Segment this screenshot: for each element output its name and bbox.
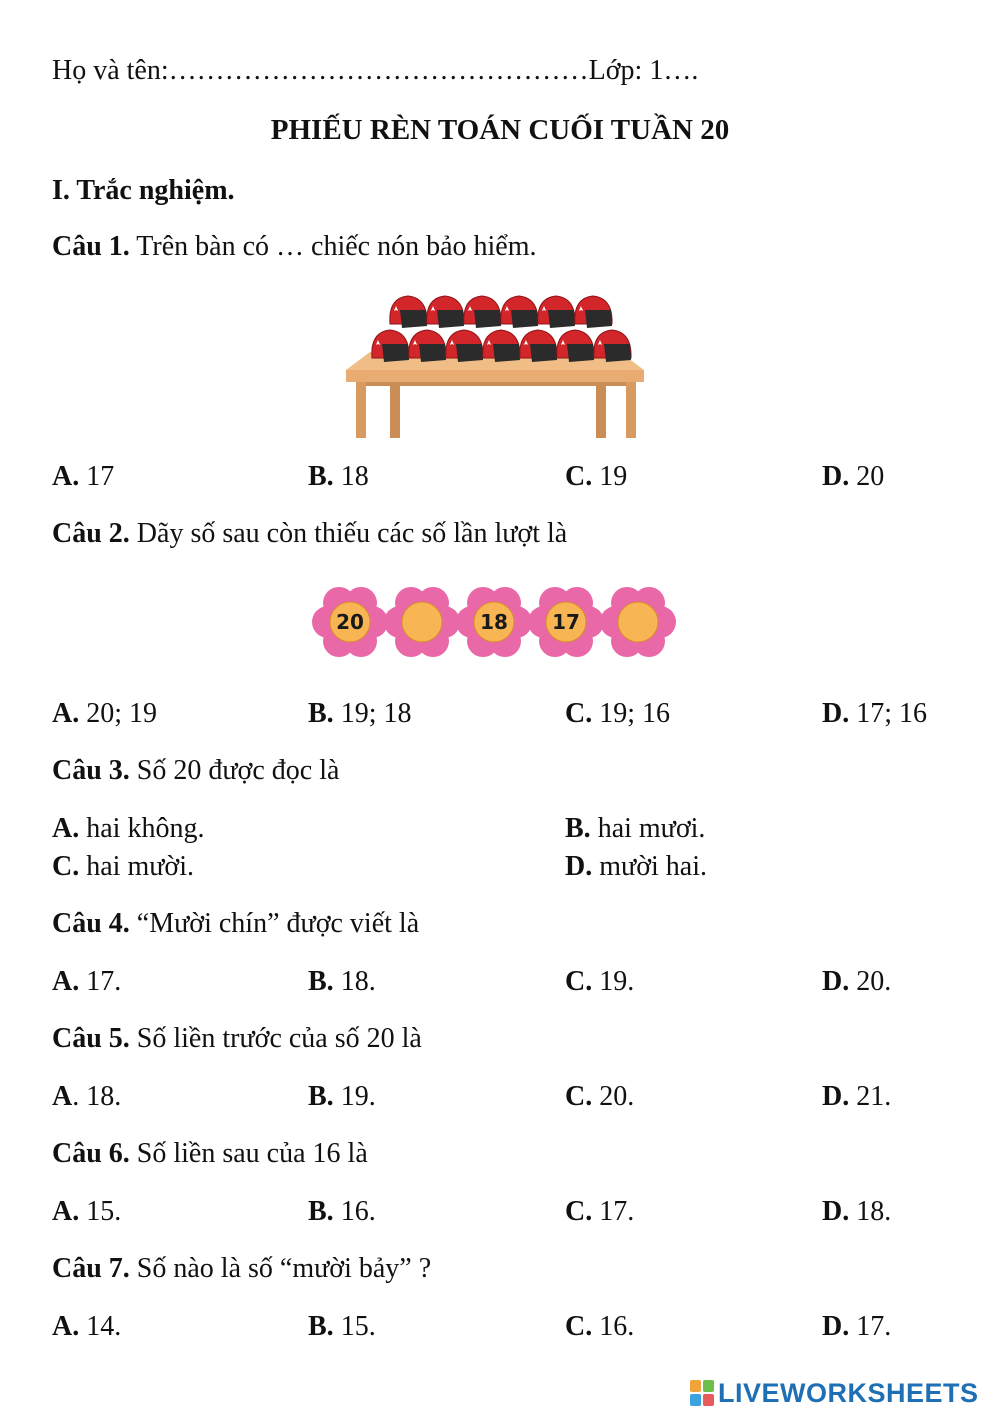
option-key: C. <box>565 966 593 997</box>
question-7 <box>52 1252 431 1286</box>
question-4 <box>52 907 419 941</box>
helmet-icon <box>446 330 483 362</box>
page-title: PHIẾU RÈN TOÁN CUỐI TUẦN 20 <box>270 114 730 146</box>
option-key: B. <box>308 966 334 997</box>
option-value: 19 <box>592 461 628 492</box>
q2-option-a[interactable] <box>52 697 157 731</box>
q3-option-a[interactable] <box>52 812 204 846</box>
flower-center <box>618 602 658 642</box>
option-value: 20 <box>849 461 885 492</box>
helmet-icon <box>372 330 409 362</box>
q7-option-b[interactable] <box>308 1310 376 1344</box>
table-leg <box>596 380 606 438</box>
question-number: Câu 4. <box>52 908 130 939</box>
q5-option-a[interactable] <box>52 1080 121 1114</box>
liveworksheets-logo[interactable] <box>690 1376 979 1410</box>
q5-option-d[interactable] <box>822 1080 891 1114</box>
flower-number: 20 <box>336 610 364 634</box>
flower-icon <box>384 587 460 657</box>
q5-option-b[interactable] <box>308 1080 376 1114</box>
option-value: 17. <box>592 1196 635 1227</box>
table-leg <box>356 380 366 438</box>
question-number: Câu 3. <box>52 755 130 786</box>
q1-option-c[interactable] <box>565 460 627 494</box>
question-text: Dãy số sau còn thiếu các số lần lượt là <box>129 518 568 549</box>
name-class-line: Họ và tên:………………………………………Lớp: 1…. <box>52 55 699 86</box>
number-flowers-image <box>310 582 680 662</box>
option-value: 18. <box>333 966 376 997</box>
logo-text: LIVEWORKSHEETS <box>718 1377 979 1408</box>
logo-mark-icon <box>690 1380 714 1406</box>
option-key: A. <box>52 1196 80 1227</box>
helmet-visor <box>437 310 464 328</box>
option-key: C. <box>565 1081 593 1112</box>
helmet-icon <box>520 330 557 362</box>
question-number: Câu 2. <box>52 518 130 549</box>
helmet-icon <box>501 296 538 328</box>
option-value: 17. <box>79 966 122 997</box>
q7-option-a[interactable] <box>52 1310 121 1344</box>
option-value: 19; 18 <box>333 698 412 729</box>
option-value: 20; 19 <box>79 698 158 729</box>
helmet-icon <box>390 296 427 328</box>
option-key: D. <box>822 461 850 492</box>
question-text: “Mười chín” được viết là <box>129 908 420 939</box>
q6-option-a[interactable] <box>52 1195 121 1229</box>
option-key: D. <box>822 1081 850 1112</box>
question-5 <box>52 1022 422 1056</box>
helmet-visor <box>530 344 557 362</box>
q4-option-d[interactable] <box>822 965 891 999</box>
helmet-icon <box>427 296 464 328</box>
helmet-icon <box>594 330 631 362</box>
helmets-group <box>372 296 631 362</box>
q6-option-b[interactable] <box>308 1195 376 1229</box>
q1-option-d[interactable] <box>822 460 884 494</box>
option-value: 21. <box>849 1081 892 1112</box>
helmet-visor <box>548 310 575 328</box>
helmet-icon <box>538 296 575 328</box>
option-value: 17. <box>849 1311 892 1342</box>
option-value: 19. <box>592 966 635 997</box>
helmet-visor <box>511 310 538 328</box>
option-value: 14. <box>79 1311 122 1342</box>
option-value: . 18. <box>72 1081 122 1112</box>
question-number: Câu 7. <box>52 1253 130 1284</box>
q1-option-a[interactable] <box>52 460 114 494</box>
q2-option-b[interactable] <box>308 697 411 731</box>
question-1 <box>52 230 537 264</box>
option-value: hai mươi. <box>590 813 706 844</box>
option-value: hai mười. <box>79 851 194 882</box>
flower-icon <box>600 587 676 657</box>
option-key: C. <box>52 851 80 882</box>
q6-option-c[interactable] <box>565 1195 634 1229</box>
option-value: mười hai. <box>592 851 707 882</box>
option-key: D. <box>822 966 850 997</box>
helmet-visor <box>456 344 483 362</box>
helmets-on-table-image <box>340 292 650 442</box>
table-leg <box>626 380 636 438</box>
option-key: B. <box>308 1311 334 1342</box>
question-text: Số nào là số “mười bảy” ? <box>129 1253 432 1284</box>
helmet-icon <box>409 330 446 362</box>
option-value: 18. <box>849 1196 892 1227</box>
option-key: B. <box>308 1196 334 1227</box>
option-key: B. <box>308 1081 334 1112</box>
option-value: hai không. <box>79 813 205 844</box>
option-key: D. <box>822 1196 850 1227</box>
option-key: C. <box>565 1311 593 1342</box>
flower-number: 17 <box>552 610 580 634</box>
option-key: D. <box>565 851 593 882</box>
helmet-visor <box>567 344 594 362</box>
question-text: Số 20 được đọc là <box>129 755 340 786</box>
helmet-visor <box>382 344 409 362</box>
q3-option-c[interactable] <box>52 850 194 884</box>
helmet-icon <box>575 296 612 328</box>
q3-option-d[interactable] <box>565 850 707 884</box>
table-edge <box>346 370 644 382</box>
option-value: 16. <box>592 1311 635 1342</box>
option-value: 18 <box>333 461 369 492</box>
q3-option-b[interactable] <box>565 812 705 846</box>
option-value: 17; 16 <box>849 698 928 729</box>
question-6 <box>52 1137 368 1171</box>
option-key: C. <box>565 698 593 729</box>
q4-option-c[interactable] <box>565 965 634 999</box>
helmet-visor <box>493 344 520 362</box>
helmet-visor <box>604 344 631 362</box>
flower-center <box>402 602 442 642</box>
option-value: 20. <box>849 966 892 997</box>
option-key: A. <box>52 698 80 729</box>
option-key: D. <box>822 1311 850 1342</box>
q2-option-c[interactable] <box>565 697 670 731</box>
flowers-group <box>312 587 676 657</box>
flower-number: 18 <box>480 610 508 634</box>
option-key: C. <box>565 461 593 492</box>
option-value: 20. <box>592 1081 635 1112</box>
question-text: Trên bàn có … chiếc nón bảo hiểm. <box>129 231 537 262</box>
q4-option-b[interactable] <box>308 965 376 999</box>
option-value: 16. <box>333 1196 376 1227</box>
option-key: D. <box>822 698 850 729</box>
helmet-icon <box>557 330 594 362</box>
option-value: 19. <box>333 1081 376 1112</box>
question-text: Số liền sau của 16 là <box>129 1138 368 1169</box>
option-key: C. <box>565 1196 593 1227</box>
option-value: 15. <box>79 1196 122 1227</box>
option-key: B. <box>308 461 334 492</box>
question-3 <box>52 754 339 788</box>
helmet-visor <box>419 344 446 362</box>
q7-option-c[interactable] <box>565 1310 634 1344</box>
option-value: 15. <box>333 1311 376 1342</box>
option-key: A. <box>52 813 80 844</box>
helmet-visor <box>585 310 612 328</box>
question-number: Câu 1. <box>52 231 130 262</box>
option-key: A. <box>52 1311 80 1342</box>
helmet-icon <box>464 296 501 328</box>
option-key: A <box>52 1081 73 1112</box>
q4-option-a[interactable] <box>52 965 121 999</box>
section-heading: I. Trắc nghiệm. <box>52 175 235 206</box>
table-leg <box>390 380 400 438</box>
option-key: A. <box>52 461 80 492</box>
question-number: Câu 5. <box>52 1023 130 1054</box>
q6-option-d[interactable] <box>822 1195 891 1229</box>
helmet-visor <box>400 310 427 328</box>
helmet-icon <box>483 330 520 362</box>
q1-option-b[interactable] <box>308 460 369 494</box>
question-number: Câu 6. <box>52 1138 130 1169</box>
q5-option-c[interactable] <box>565 1080 634 1114</box>
question-text: Số liền trước của số 20 là <box>129 1023 422 1054</box>
q2-option-d[interactable] <box>822 697 927 731</box>
question-2 <box>52 517 567 551</box>
option-key: B. <box>565 813 591 844</box>
option-key: B. <box>308 698 334 729</box>
helmet-visor <box>474 310 501 328</box>
option-value: 19; 16 <box>592 698 671 729</box>
q7-option-d[interactable] <box>822 1310 891 1344</box>
option-value: 17 <box>79 461 115 492</box>
option-key: A. <box>52 966 80 997</box>
